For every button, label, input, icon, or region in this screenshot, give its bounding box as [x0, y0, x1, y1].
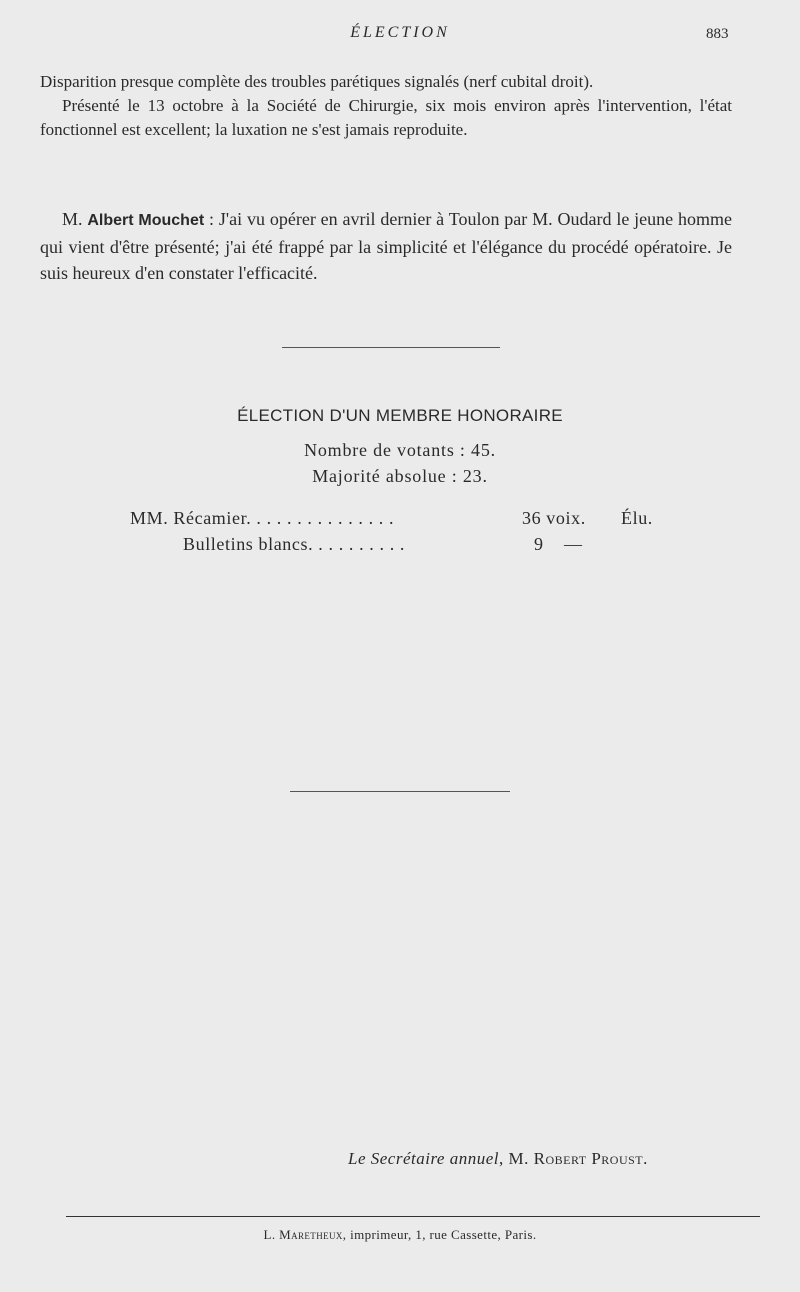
case-report-line-2: Présenté le 13 octobre à la Société de Chirurgie, six mois environ après l'intervention, l'état fonctionnel est excellent; la luxation ne s'est jamais reproduite. [40, 96, 732, 139]
case-report-line-1: Disparition presque complète des troubles parétiques signalés (nerf cubital droit). [40, 72, 594, 91]
remark-text: : J'ai vu opérer en avril dernier à Toulon par M. Oudard le jeune homme qui vient d'être présenté; j'ai été frappé par la simplicité et l'élégance du procédé opératoire. Je suis heureux d'en constater l'efficacité. [40, 209, 733, 283]
printer-address: , imprimeur, 1, rue Cassette, Paris. [342, 1227, 537, 1242]
printer-name: L. Maretheux [263, 1227, 343, 1242]
signature-separator: , [499, 1149, 504, 1168]
voters-count: Nombre de votants : 45. [304, 440, 496, 460]
footer-rule [66, 1216, 760, 1217]
leader-dots: . . . . . . . . . . [308, 534, 405, 554]
page-number: 883 [706, 26, 729, 42]
blank-ballots-dash: — [564, 534, 583, 554]
case-report [40, 70, 732, 142]
blank-ballots-label: Bulletins blancs [183, 534, 309, 554]
candidate-name: Récamier [173, 508, 247, 528]
result-row [183, 534, 405, 555]
absolute-majority: Majorité absolue : 23. [312, 466, 488, 486]
section-divider-top [282, 347, 500, 348]
election-title: ÉLECTION D'UN MEMBRE HONORAIRE [237, 406, 563, 425]
section-divider-bottom [290, 791, 510, 792]
leader-dots: . . . . . . . . . . . . . . . [246, 508, 395, 528]
result-prefix: MM. [130, 508, 169, 528]
speaker-name: Albert Mouchet [87, 212, 205, 229]
running-header-title: ÉLECTION [350, 24, 450, 41]
printer-footer [0, 1227, 800, 1243]
elected-status: Élu. [621, 508, 653, 528]
signature [348, 1149, 648, 1169]
result-row [130, 508, 394, 529]
blank-ballots-count: 9 [534, 534, 544, 554]
remark-prefix: M. [62, 209, 83, 229]
secretary-role: Le Secrétaire annuel [348, 1149, 499, 1168]
vote-count: 36 voix. [522, 508, 586, 528]
remark-paragraph [40, 206, 732, 286]
secretary-name: M. Robert Proust. [508, 1149, 648, 1168]
